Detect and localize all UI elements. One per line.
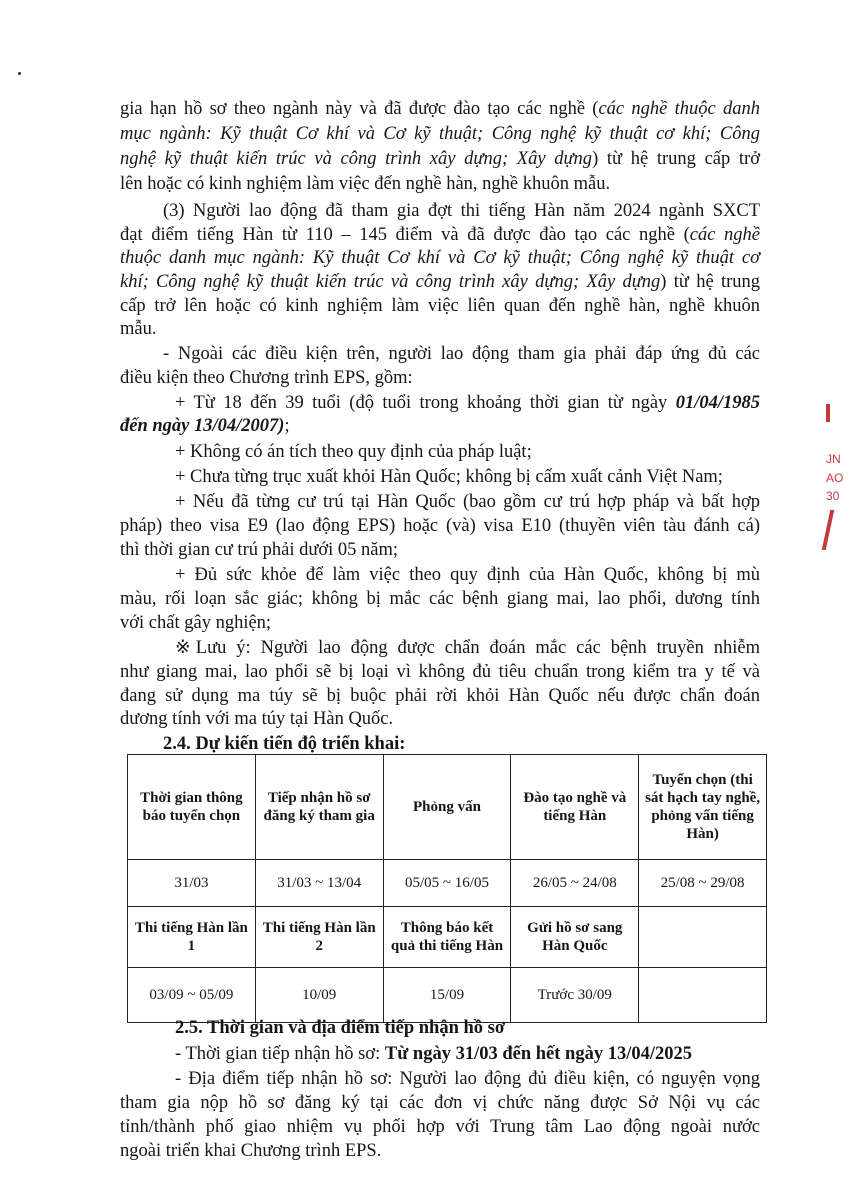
text-line: + Chưa từng trục xuất khỏi Hàn Quốc; không bị cấm xuất cảnh Việt Nam; (175, 467, 723, 487)
table-cell: 15/09 (383, 968, 511, 1023)
stamp-text: JN (826, 452, 841, 466)
text-line: + Đủ sức khỏe để làm việc theo quy định của Hàn Quốc, không bị mù (175, 565, 760, 585)
table-header-cell (639, 907, 767, 968)
table-header-cell: Tuyển chọn (thi sát hạch tay nghề, phỏng vấn tiếng Hàn) (639, 755, 767, 860)
section-heading: 2.4. Dự kiến tiến độ triển khai: (163, 734, 406, 754)
text-line: đạt điểm tiếng Hàn từ 110 – 145 điểm và đã được đào tạo các nghề (các nghề (120, 225, 760, 245)
stamp-text: 30 (826, 489, 840, 503)
text-line: pháp) theo visa E9 (lao động EPS) hoặc (và) visa E10 (thuyền viên tàu đánh cá) (120, 516, 760, 536)
text-line: với chất gây nghiện; (120, 613, 272, 633)
table-cell: 03/09 ~ 05/09 (128, 968, 256, 1023)
table-header-cell: Tiếp nhận hồ sơ đăng ký tham gia (255, 755, 383, 860)
text-line: cấp trở lên hoặc có kinh nghiệm làm việc liên quan đến nghề hàn, nghề khuôn (120, 296, 760, 316)
section-heading: 2.5. Thời gian và địa điểm tiếp nhận hồ sơ (175, 1018, 506, 1038)
text-line: tỉnh/thành phố giao nhiệm vụ phối hợp với Trung tâm Lao động ngoài nước (120, 1117, 760, 1137)
text-line: khí; Công nghệ kỹ thuật kiến trúc và công trình xây dựng; Xây dựng) từ hệ trung (120, 272, 760, 292)
table-row (128, 755, 767, 860)
table-cell: 05/05 ~ 16/05 (383, 860, 511, 907)
table-cell: 26/05 ~ 24/08 (511, 860, 639, 907)
table-cell: 31/03 ~ 13/04 (255, 860, 383, 907)
table-header-cell: Gửi hồ sơ sang Hàn Quốc (511, 907, 639, 968)
table-cell: 25/08 ~ 29/08 (639, 860, 767, 907)
table-header-cell: Đào tạo nghề và tiếng Hàn (511, 755, 639, 860)
text-line: đang sử dụng ma túy sẽ bị buộc phải rời khỏi Hàn Quốc nếu được chẩn đoán (120, 686, 760, 706)
table-cell: 31/03 (128, 860, 256, 907)
table-header-cell: Thi tiếng Hàn lần 1 (128, 907, 256, 968)
text-line: - Ngoài các điều kiện trên, người lao động tham gia phải đáp ứng đủ các (163, 344, 760, 364)
text-line: + Từ 18 đến 39 tuổi (độ tuổi trong khoảng thời gian từ ngày 01/04/1985 (175, 393, 760, 413)
text-line: màu, rối loạn sắc giác; không bị mắc các bệnh giang mai, lao phổi, dương tính (120, 589, 760, 609)
text-line: thì thời gian cư trú phải dưới 05 năm; (120, 540, 399, 560)
text-line: + Nếu đã từng cư trú tại Hàn Quốc (bao gồm cư trú hợp pháp và bất hợp (175, 492, 760, 512)
text-line: mẫu. (120, 319, 157, 339)
text-line: - Thời gian tiếp nhận hồ sơ: Từ ngày 31/03 đến hết ngày 13/04/2025 (175, 1044, 692, 1064)
text-line: + Không có án tích theo quy định của pháp luật; (175, 442, 532, 462)
table-cell: 10/09 (255, 968, 383, 1023)
text-line: tham gia nộp hồ sơ đăng ký tại các đơn vị chức năng được Sở Nội vụ các (120, 1093, 760, 1113)
text-line: (3) Người lao động đã tham gia đợt thi tiếng Hàn năm 2024 ngành SXCT (163, 201, 760, 221)
text-line: thuộc danh mục ngành: Kỹ thuật Cơ khí và Cơ kỹ thuật; Công nghệ kỹ thuật cơ (120, 248, 760, 268)
table-header-cell: Phỏng vấn (383, 755, 511, 860)
text-line: mục ngành: Kỹ thuật Cơ khí và Cơ kỹ thuật; Công nghệ kỹ thuật cơ khí; Công (120, 124, 760, 144)
text-line: nghệ kỹ thuật kiến trúc và công trình xây dựng; Xây dựng) từ hệ trung cấp trở (120, 149, 760, 169)
text-line: như giang mai, lao phổi sẽ bị loại vì không đủ tiêu chuẩn trong kiểm tra y tế và (120, 662, 760, 682)
table-header-cell: Thông báo kết quả thi tiếng Hàn (383, 907, 511, 968)
table-row (128, 968, 767, 1023)
table-header-cell: Thi tiếng Hàn lần 2 (255, 907, 383, 968)
text-line: - Địa điểm tiếp nhận hồ sơ: Người lao động đủ điều kiện, có nguyện vọng (175, 1069, 760, 1089)
scan-speck (18, 72, 21, 75)
schedule-table (127, 754, 767, 1023)
table-cell (639, 968, 767, 1023)
text-line: lên hoặc có kinh nghiệm làm việc đến nghề hàn, nghề khuôn mẫu. (120, 174, 611, 194)
stamp-text: AO (826, 471, 844, 485)
stamp-fragment (826, 404, 830, 422)
table-row (128, 907, 767, 968)
text-line: gia hạn hồ sơ theo ngành này và đã được đào tạo các nghề (các nghề thuộc danh (120, 99, 760, 119)
table-cell: Trước 30/09 (511, 968, 639, 1023)
text-line: dương tính với ma túy tại Hàn Quốc. (120, 709, 394, 729)
stamp-fragment (822, 510, 835, 550)
text-line: ※Lưu ý: Người lao động được chẩn đoán mắc các bệnh truyền nhiễm (175, 638, 760, 658)
table-header-cell: Thời gian thông báo tuyển chọn (128, 755, 256, 860)
text-line: điều kiện theo Chương trình EPS, gồm: (120, 368, 413, 388)
text-line: ngoài triển khai Chương trình EPS. (120, 1141, 382, 1161)
text-line: đến ngày 13/04/2007); (120, 416, 290, 436)
table-row (128, 860, 767, 907)
